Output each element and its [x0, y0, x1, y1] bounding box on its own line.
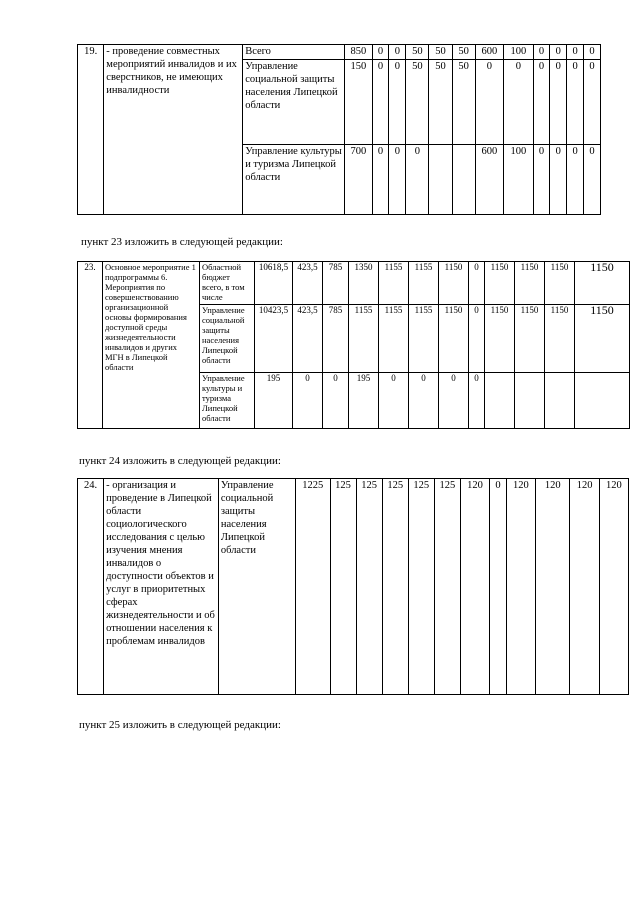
executor-cell: Управление культуры и туризма Липецкой области [243, 145, 345, 215]
value-cell: 0 [469, 373, 485, 429]
value-cell: 0 [469, 305, 485, 373]
value-cell: 850 [345, 45, 372, 60]
value-cell: 125 [356, 479, 382, 695]
value-cell: 0 [475, 60, 503, 145]
table-row-23 [77, 261, 630, 429]
value-cell: 0 [293, 373, 323, 429]
executor-cell: Управление социальной защиты населения Липецкой области [200, 305, 255, 373]
value-cell: 0 [567, 60, 584, 145]
value-cell: 0 [372, 60, 389, 145]
value-cell: 600 [475, 145, 503, 215]
value-cell: 100 [504, 45, 533, 60]
row-number: 19. [78, 45, 104, 215]
value-cell: 1150 [575, 262, 630, 305]
value-cell: 423,5 [293, 305, 323, 373]
value-cell: 1155 [379, 305, 409, 373]
value-cell: 0 [323, 373, 349, 429]
value-cell: 0 [389, 45, 406, 60]
value-cell: 10423,5 [255, 305, 293, 373]
value-cell: 120 [570, 479, 599, 695]
value-cell: 0 [533, 145, 550, 215]
row-number: 23. [78, 262, 103, 429]
value-cell: 700 [345, 145, 372, 215]
value-cell: 50 [452, 60, 475, 145]
value-cell: 50 [406, 60, 429, 145]
value-cell: 1350 [349, 262, 379, 305]
value-cell: 50 [406, 45, 429, 60]
value-cell: 1150 [575, 305, 630, 373]
value-cell: 0 [584, 145, 601, 215]
executor-cell: Управление социальной защиты населения Липецкой области [243, 60, 345, 145]
value-cell: 1155 [349, 305, 379, 373]
caption-p23: пункт 23 изложить в следующей редакции: [81, 236, 283, 248]
value-cell: 423,5 [293, 262, 323, 305]
value-cell [515, 373, 545, 429]
value-cell: 150 [345, 60, 372, 145]
executor-cell: Всего [243, 45, 345, 60]
table-row-19 [77, 44, 601, 215]
value-cell [575, 373, 630, 429]
value-cell [429, 145, 452, 215]
value-cell: 1150 [515, 262, 545, 305]
row-number: 24. [78, 479, 104, 695]
value-cell: 0 [550, 145, 567, 215]
value-cell: 1225 [296, 479, 330, 695]
value-cell: 1155 [409, 305, 439, 373]
value-cell: 0 [409, 373, 439, 429]
executor-cell: Управление культуры и туризма Липецкой области [200, 373, 255, 429]
value-cell: 0 [550, 45, 567, 60]
value-cell: 120 [506, 479, 535, 695]
value-cell: 1150 [439, 305, 469, 373]
value-cell: 0 [567, 45, 584, 60]
value-cell: 0 [439, 373, 469, 429]
executor-cell: Управление социальной защиты населения Липецкой области [218, 479, 295, 695]
caption-p25: пункт 25 изложить в следующей редакции: [79, 719, 281, 731]
value-cell [545, 373, 575, 429]
value-cell: 0 [490, 479, 507, 695]
value-cell: 0 [406, 145, 429, 215]
value-cell: 1150 [485, 305, 515, 373]
value-cell: 1155 [379, 262, 409, 305]
value-cell: 0 [504, 60, 533, 145]
measure-name: - организация и проведение в Липецкой области социологического исследования с целью изучения мнения инвалидов о доступности объектов и услуг в приоритетных сферах жизнедеятельности и об отношении населения к проблемам инвалидов [104, 479, 219, 695]
value-cell: 195 [255, 373, 293, 429]
value-cell: 125 [434, 479, 460, 695]
caption-p24: пункт 24 изложить в следующей редакции: [79, 455, 281, 467]
value-cell: 0 [372, 45, 389, 60]
value-cell: 0 [533, 60, 550, 145]
value-cell: 0 [584, 60, 601, 145]
value-cell: 0 [567, 145, 584, 215]
value-cell: 50 [452, 45, 475, 60]
value-cell: 1150 [515, 305, 545, 373]
value-cell: 120 [536, 479, 570, 695]
value-cell: 125 [408, 479, 434, 695]
value-cell: 50 [429, 45, 452, 60]
executor-cell: Областной бюджет всего, в том числе [200, 262, 255, 305]
value-cell [485, 373, 515, 429]
value-cell: 1150 [485, 262, 515, 305]
value-cell: 50 [429, 60, 452, 145]
value-cell: 100 [504, 145, 533, 215]
value-cell: 785 [323, 305, 349, 373]
value-cell: 0 [372, 145, 389, 215]
table-row-24 [77, 478, 629, 695]
value-cell: 600 [475, 45, 503, 60]
value-cell: 1155 [409, 262, 439, 305]
value-cell: 0 [469, 262, 485, 305]
value-cell [452, 145, 475, 215]
value-cell: 0 [533, 45, 550, 60]
value-cell: 785 [323, 262, 349, 305]
measure-name: Основное мероприятие 1 подпрограммы 6. Мероприятия по совершенствованию организационной основы формирования доступной среды жизнедеятельности инвалидов и других МГН в Липецкой области [103, 262, 200, 429]
value-cell: 0 [550, 60, 567, 145]
value-cell: 10618,5 [255, 262, 293, 305]
value-cell: 120 [460, 479, 489, 695]
value-cell: 125 [382, 479, 408, 695]
value-cell: 1150 [545, 305, 575, 373]
value-cell: 120 [599, 479, 628, 695]
value-cell: 0 [584, 45, 601, 60]
measure-name: - проведение совместных мероприятий инвалидов и их сверстников, не имеющих инвалидности [104, 45, 243, 215]
value-cell: 0 [389, 60, 406, 145]
value-cell: 1150 [545, 262, 575, 305]
value-cell: 1150 [439, 262, 469, 305]
value-cell: 195 [349, 373, 379, 429]
value-cell: 0 [379, 373, 409, 429]
value-cell: 125 [330, 479, 356, 695]
value-cell: 0 [389, 145, 406, 215]
